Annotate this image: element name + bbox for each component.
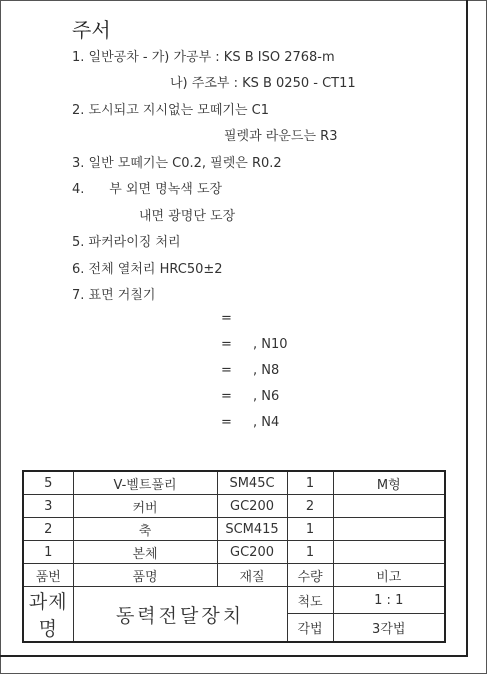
part-name: 본체 — [73, 541, 217, 564]
project-name: 동력전달장치 — [73, 587, 287, 643]
header-qty: 수량 — [287, 564, 333, 587]
header-remark: 비고 — [333, 564, 445, 587]
table-row — [23, 541, 445, 564]
roughness-row-3 — [221, 363, 341, 381]
scale-label: 척도 — [287, 587, 333, 614]
part-remark — [333, 518, 445, 541]
part-name: 커버 — [73, 495, 217, 518]
roughness-value: , N10 — [253, 337, 288, 352]
part-remark — [333, 495, 445, 518]
part-no: 5 — [23, 471, 73, 495]
table-row — [23, 518, 445, 541]
note-line-7: 7. 표면 거칠기 — [72, 288, 156, 303]
roughness-equals: = — [221, 363, 232, 378]
scale-value: 1 : 1 — [333, 587, 445, 614]
roughness-row-5 — [221, 415, 341, 433]
note-line-1: 1. 일반공차 - 가) 가공부 : KS B ISO 2768-m — [72, 50, 335, 65]
header-part-no: 품번 — [23, 564, 73, 587]
roughness-value: , N6 — [253, 389, 280, 404]
note-line-2: 2. 도시되고 지시없는 모떼기는 C1 — [72, 103, 269, 118]
part-no: 1 — [23, 541, 73, 564]
note-line-4b: 내면 광명단 도장 — [139, 209, 236, 224]
parts-list-table — [22, 470, 446, 643]
part-material: GC200 — [217, 495, 287, 518]
roughness-equals: = — [221, 415, 232, 430]
projection-label: 각법 — [287, 614, 333, 642]
part-name: V-벨트풀리 — [73, 471, 217, 495]
part-material: SCM415 — [217, 518, 287, 541]
header-part-name: 품명 — [73, 564, 217, 587]
roughness-equals: = — [221, 389, 232, 404]
header-material: 재질 — [217, 564, 287, 587]
note-line-2b: 필렛과 라운드는 R3 — [224, 129, 338, 144]
part-remark: M형 — [333, 471, 445, 495]
table-row — [23, 495, 445, 518]
roughness-row-4 — [221, 389, 341, 407]
note-line-4: 4. 부 외면 명녹색 도장 — [72, 182, 223, 197]
note-line-5: 5. 파커라이징 처리 — [72, 235, 181, 250]
part-qty: 1 — [287, 518, 333, 541]
part-qty: 2 — [287, 495, 333, 518]
parts-list-header — [23, 564, 445, 587]
part-qty: 1 — [287, 541, 333, 564]
roughness-equals: = — [221, 337, 232, 352]
table-row — [23, 471, 445, 495]
roughness-equals: = — [221, 311, 232, 326]
notes-title: 주서 — [72, 18, 111, 42]
part-remark — [333, 541, 445, 564]
note-line-1b: 나) 주조부 : KS B 0250 - CT11 — [170, 76, 356, 91]
part-no: 3 — [23, 495, 73, 518]
note-line-6: 6. 전체 열처리 HRC50±2 — [72, 262, 223, 277]
roughness-value: , N4 — [253, 415, 280, 430]
part-name: 축 — [73, 518, 217, 541]
roughness-row-2 — [221, 337, 341, 355]
note-line-3: 3. 일반 모떼기는 C0.2, 필렛은 R0.2 — [72, 156, 282, 171]
roughness-row-1 — [221, 311, 341, 329]
part-material: GC200 — [217, 541, 287, 564]
title-block-row-1 — [23, 587, 445, 614]
title-label: 과제명 — [23, 587, 73, 643]
roughness-value: , N8 — [253, 363, 280, 378]
part-material: SM45C — [217, 471, 287, 495]
part-no: 2 — [23, 518, 73, 541]
part-qty: 1 — [287, 471, 333, 495]
projection-value: 3각법 — [333, 614, 445, 642]
